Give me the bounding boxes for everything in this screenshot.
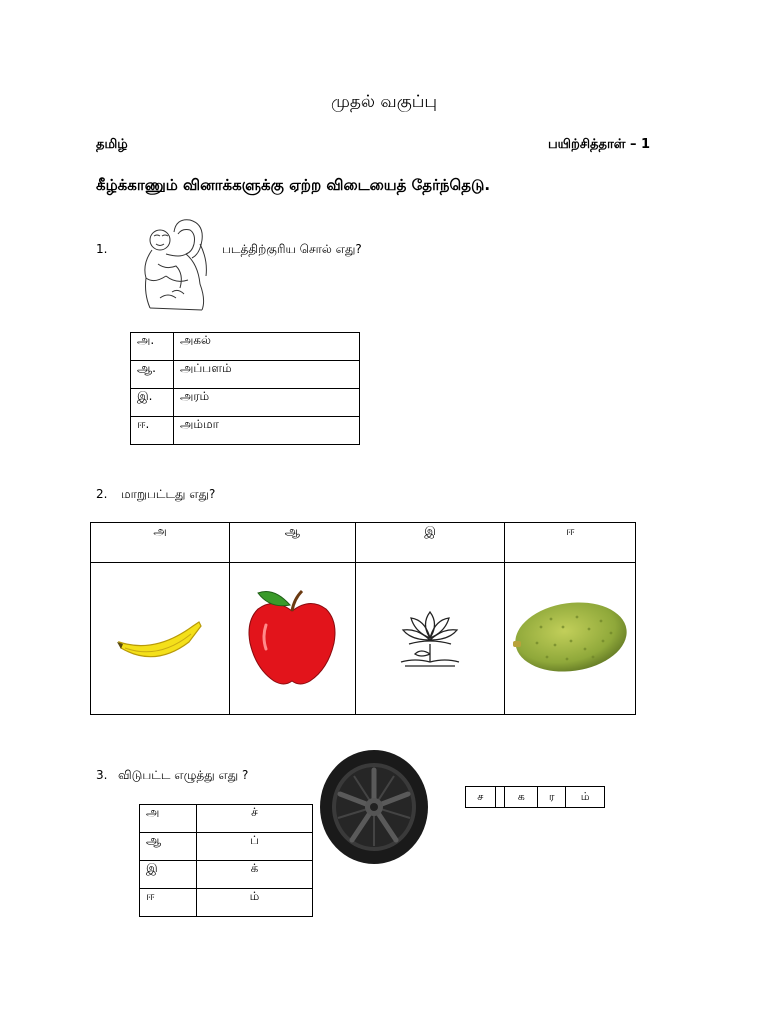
- q3-option-text: ம்: [197, 889, 313, 917]
- q1-option-text: அப்பளம்: [174, 361, 360, 389]
- worksheet-label: பயிற்சித்தாள் – 1: [548, 137, 651, 152]
- q1-option-text: அம்மா: [174, 417, 360, 445]
- q1-options-table: [130, 332, 360, 445]
- page-title: முதல் வகுப்பு: [330, 92, 438, 112]
- banana-image: [115, 612, 205, 662]
- q2-option-cell[interactable]: [229, 563, 355, 715]
- q1-option-row[interactable]: [131, 389, 360, 417]
- jackfruit-image: [511, 597, 629, 677]
- subject-label: தமிழ்: [96, 137, 128, 152]
- q1-number: 1.: [96, 242, 108, 256]
- q3-option-row[interactable]: [140, 805, 313, 833]
- q3-number: 3.: [96, 768, 108, 782]
- q3-option-row[interactable]: [140, 861, 313, 889]
- q3-option-label: ஆ: [140, 833, 197, 861]
- lotus-image: [395, 604, 465, 670]
- letter-box-blank[interactable]: [495, 787, 505, 808]
- q1-text: படத்திற்குரிய சொல் எது?: [222, 242, 362, 256]
- q1-option-text: அரம்: [174, 389, 360, 417]
- q1-option-row[interactable]: [131, 417, 360, 445]
- q3-option-label: ஈ: [140, 889, 197, 917]
- q2-header: ஈ: [505, 523, 636, 563]
- q3-option-label: அ: [140, 805, 197, 833]
- letter-box: ச: [466, 787, 496, 808]
- q2-text: மாறுபட்டது எது?: [121, 487, 216, 501]
- q3-option-text: ச்: [197, 805, 313, 833]
- q3-options-table: [139, 804, 313, 917]
- q2-number: 2.: [96, 487, 108, 501]
- q3-option-text: ப்: [197, 833, 313, 861]
- q1-option-label: ஆ.: [131, 361, 174, 389]
- q2-option-cell[interactable]: [355, 563, 505, 715]
- letter-box: க: [505, 787, 538, 808]
- q2-header: அ: [91, 523, 230, 563]
- q3-option-text: க்: [197, 861, 313, 889]
- q2-option-cell[interactable]: [91, 563, 230, 715]
- tyre-image: [318, 748, 430, 866]
- letter-boxes: [465, 786, 605, 808]
- letter-box: ர: [538, 787, 566, 808]
- q3-option-row[interactable]: [140, 889, 313, 917]
- q1-option-row[interactable]: [131, 333, 360, 361]
- q1-option-label: அ.: [131, 333, 174, 361]
- q1-option-row[interactable]: [131, 361, 360, 389]
- q3-text: விடுபட்ட எழுத்து எது ?: [118, 768, 249, 782]
- q3-option-row[interactable]: [140, 833, 313, 861]
- q2-header: இ: [355, 523, 505, 563]
- q1-option-text: அகல்: [174, 333, 360, 361]
- q1-option-label: இ.: [131, 389, 174, 417]
- mother-child-image: [136, 214, 214, 314]
- q2-option-cell[interactable]: [505, 563, 636, 715]
- q1-option-label: ஈ.: [131, 417, 174, 445]
- instruction-text: கீழ்க்காணும் வினாக்களுக்கு ஏற்ற விடையைத் தேர்ந்தெடு.: [96, 176, 491, 194]
- apple-image: [244, 585, 340, 689]
- q2-options-table: [90, 522, 636, 715]
- letter-box: ம்: [566, 787, 605, 808]
- q3-option-label: இ: [140, 861, 197, 889]
- q2-header: ஆ: [229, 523, 355, 563]
